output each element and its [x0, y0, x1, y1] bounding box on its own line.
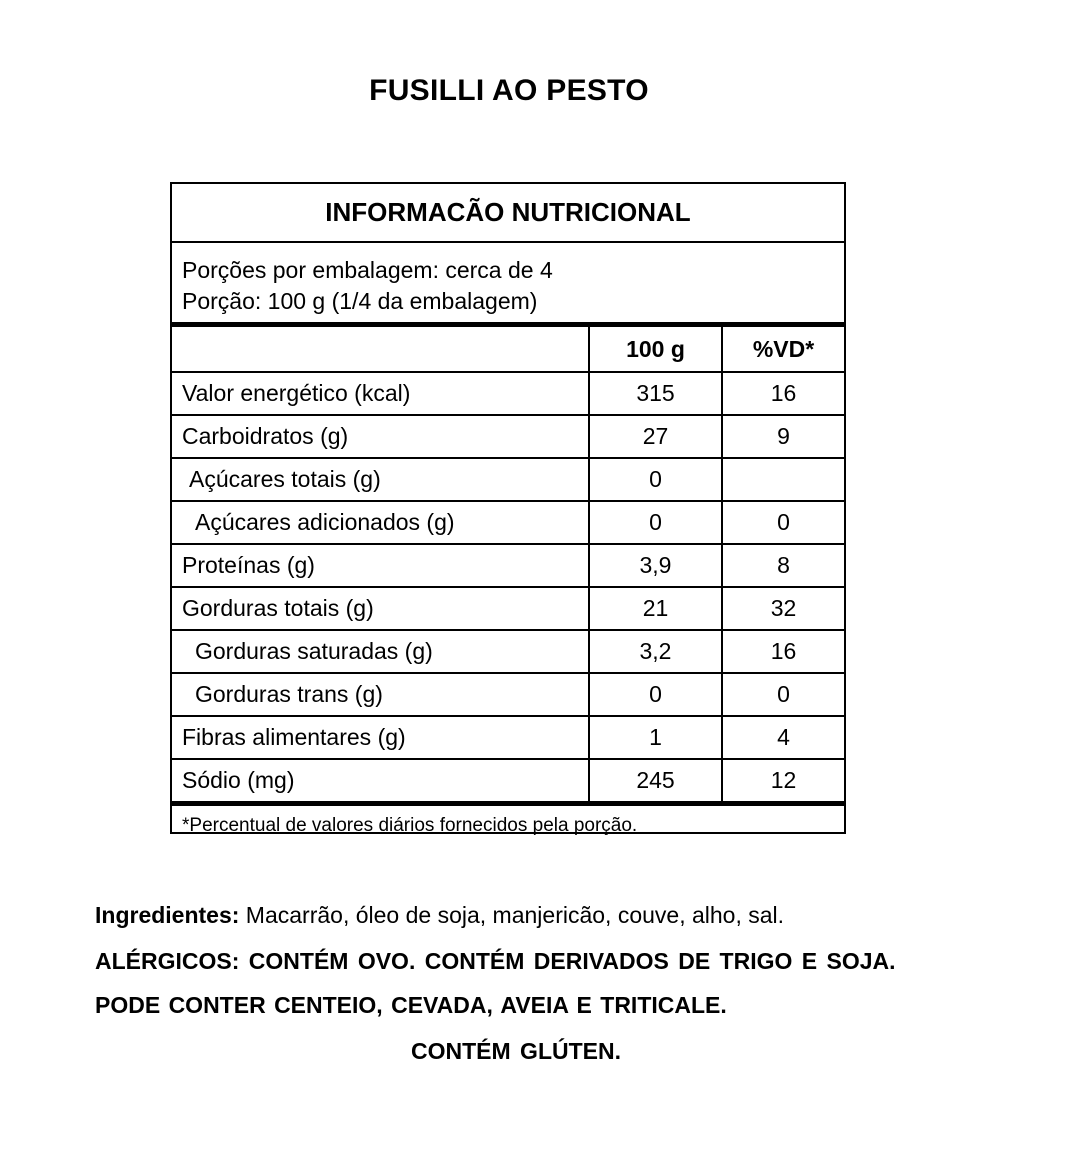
ingredients-label: Ingredientes:	[95, 902, 240, 928]
row-dv	[722, 458, 844, 501]
may-contain-line: PODE CONTER CENTEIO, CEVADA, AVEIA E TRITICALE.	[95, 992, 727, 1018]
row-amount: 1	[589, 716, 722, 759]
row-label: Gorduras totais (g)	[172, 587, 589, 630]
nutrition-table	[172, 327, 844, 806]
table-row	[172, 372, 844, 415]
row-label: Carboidratos (g)	[172, 415, 589, 458]
serving-info	[172, 243, 844, 327]
row-dv: 16	[722, 630, 844, 673]
ingredients-line	[95, 902, 784, 929]
table-row	[172, 630, 844, 673]
row-amount: 0	[589, 458, 722, 501]
row-amount: 21	[589, 587, 722, 630]
row-amount: 0	[589, 673, 722, 716]
serving-size: Porção: 100 g (1/4 da embalagem)	[182, 288, 538, 314]
row-dv: 8	[722, 544, 844, 587]
row-amount: 3,9	[589, 544, 722, 587]
row-dv: 12	[722, 759, 844, 804]
row-label: Açúcares totais (g)	[172, 458, 589, 501]
product-title: FUSILLI AO PESTO	[369, 74, 649, 107]
row-label: Gorduras trans (g)	[172, 673, 589, 716]
header-empty-cell	[172, 327, 589, 372]
row-dv: 0	[722, 673, 844, 716]
table-row	[172, 458, 844, 501]
footnote: *Percentual de valores diários fornecidos pela porção.	[182, 815, 638, 836]
servings-per-package: Porções por embalagem: cerca de 4	[182, 257, 553, 283]
table-row	[172, 415, 844, 458]
nutrition-facts-label	[170, 182, 846, 834]
header-amount: 100 g	[589, 327, 722, 372]
row-dv: 9	[722, 415, 844, 458]
row-amount: 0	[589, 501, 722, 544]
nutrition-heading: INFORMACÃO NUTRICIONAL	[172, 184, 844, 243]
table-row	[172, 716, 844, 759]
table-row	[172, 587, 844, 630]
row-dv: 32	[722, 587, 844, 630]
gluten-line: CONTÉM GLÚTEN.	[411, 1038, 621, 1064]
row-dv: 4	[722, 716, 844, 759]
table-header-row	[172, 327, 844, 372]
ingredients-text: Macarrão, óleo de soja, manjericão, couve, alho, sal.	[239, 902, 785, 928]
allergens-line: ALÉRGICOS: CONTÉM OVO. CONTÉM DERIVADOS DE TRIGO E SOJA.	[95, 948, 896, 974]
row-label: Sódio (mg)	[172, 759, 589, 804]
row-amount: 245	[589, 759, 722, 804]
row-label: Gorduras saturadas (g)	[172, 630, 589, 673]
row-amount: 315	[589, 372, 722, 415]
row-label: Fibras alimentares (g)	[172, 716, 589, 759]
row-label: Açúcares adicionados (g)	[172, 501, 589, 544]
row-amount: 27	[589, 415, 722, 458]
row-label: Proteínas (g)	[172, 544, 589, 587]
row-dv: 0	[722, 501, 844, 544]
table-row	[172, 759, 844, 804]
table-row	[172, 544, 844, 587]
row-label: Valor energético (kcal)	[172, 372, 589, 415]
table-row	[172, 673, 844, 716]
row-amount: 3,2	[589, 630, 722, 673]
row-dv: 16	[722, 372, 844, 415]
table-row	[172, 501, 844, 544]
header-daily-value: %VD*	[722, 327, 844, 372]
